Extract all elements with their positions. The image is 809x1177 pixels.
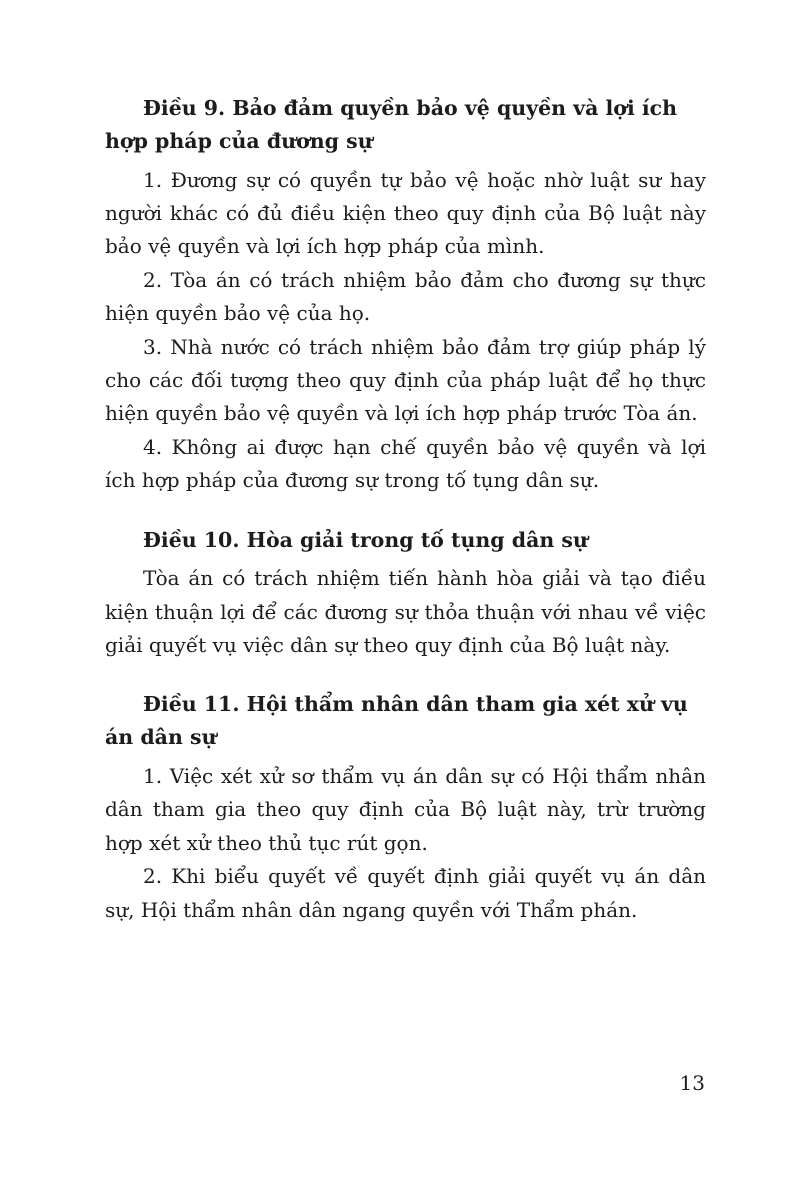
paragraph: Tòa án có trách nhiệm tiến hành hòa giải và tạo điều kiện thuận lợi để các đương sự thỏa thuận với nhau về việc giải quyết vụ việc dân sự theo quy định của Bộ luật này. [105, 566, 706, 658]
paragraph: 3. Nhà nước có trách nhiệm bảo đảm trợ giúp pháp lý cho các đối tượng theo quy định của pháp luật để họ thực hiện quyền bảo vệ quyền và lợi ích hợp pháp trước Tòa án. [105, 334, 706, 426]
paragraph: 1. Đương sự có quyền tự bảo vệ hoặc nhờ luật sư hay người khác có đủ điều kiện theo quy định của Bộ luật này bảo vệ quyền và lợi ích hợp pháp của mình. [105, 167, 706, 259]
paragraph: 2. Tòa án có trách nhiệm bảo đảm cho đương sự thực hiện quyền bảo vệ của họ. [105, 267, 706, 326]
page-number: 13 [679, 1071, 705, 1095]
paragraph: 1. Việc xét xử sơ thẩm vụ án dân sự có Hội thẩm nhân dân tham gia theo quy định của Bộ luật này, trừ trường hợp xét xử theo thủ tục rút gọn. [105, 764, 706, 855]
paragraph: 2. Khi biểu quyết về quyết định giải quyết vụ án dân sự, Hội thẩm nhân dân ngang quyền với Thẩm phán. [105, 864, 706, 922]
article-section-9 [105, 92, 706, 498]
page-content [105, 92, 706, 927]
article-heading-9: Điều 9. Bảo đảm quyền bảo vệ quyền và lợi ích hợp pháp của đương sự [105, 96, 678, 153]
article-section-10 [105, 524, 706, 663]
article-heading-10: Điều 10. Hòa giải trong tố tụng dân sự [143, 527, 588, 552]
article-heading-11: Điều 11. Hội thẩm nhân dân tham gia xét xử vụ án dân sự [105, 692, 688, 750]
article-section-11 [105, 688, 706, 927]
paragraph: 4. Không ai được hạn chế quyền bảo vệ quyền và lợi ích hợp pháp của đương sự trong tố tụng dân sự. [105, 434, 706, 493]
